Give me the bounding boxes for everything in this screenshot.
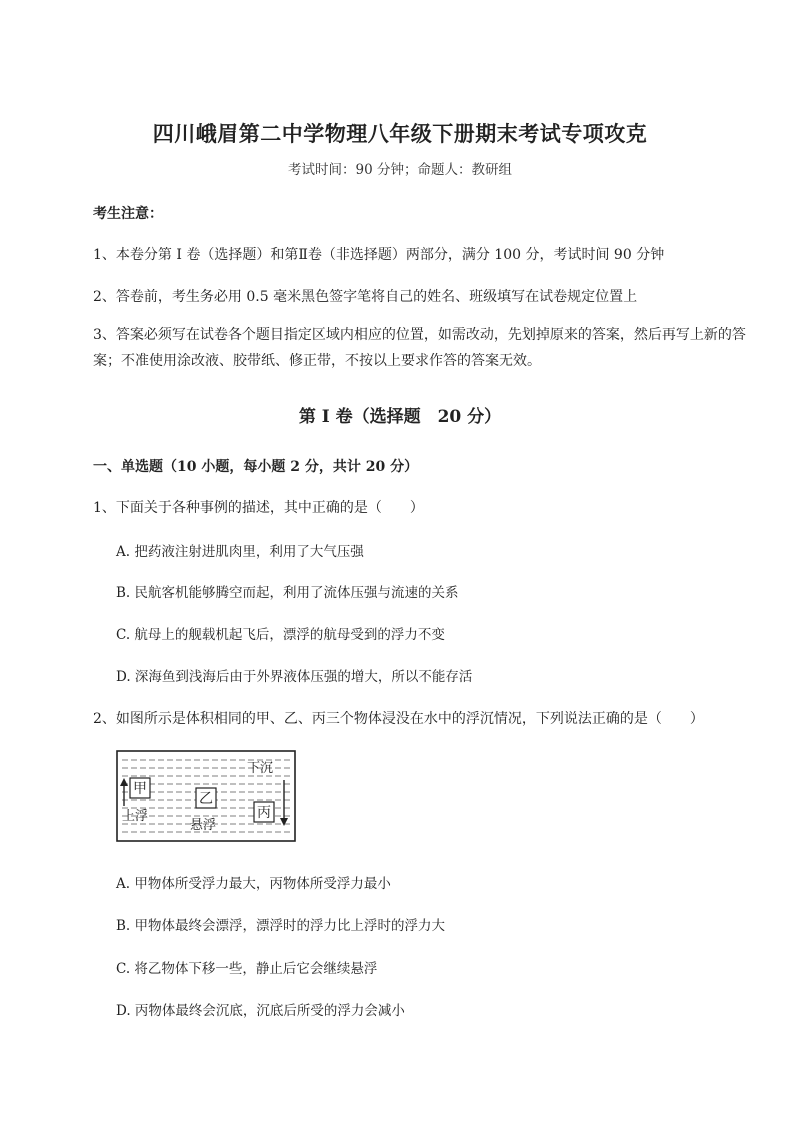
notice-item-3: 3、答案必须写在试卷各个题目指定区域内相应的位置，如需改动，先划掉原来的答案，然后再写上新的答案；不准使用涂改液、胶带纸、修正带，不按以上要求作答的答案无效。 [93,327,746,369]
label-down: 下沉 [247,761,274,776]
question-1-stem: 1、下面关于各种事例的描述，其中正确的是（ ） [93,500,424,516]
notice-heading: 考生注意： [93,206,163,222]
part-heading: 一、单选题（10 小题，每小题 2 分，共计 20 分） [93,459,419,475]
label-suspend: 悬浮 [190,818,217,833]
label-yi: 乙 [199,791,213,807]
label-up: 上浮 [122,809,149,824]
label-jia: 甲 [133,781,147,797]
question-2-stem: 2、如图所示是体积相同的甲、乙、丙三个物体浸没在水中的浮沉情况，下列说法正确的是（ ） [93,711,704,727]
question-1-option-d[interactable]: D. 深海鱼到浅海后由于外界液体压强的增大，所以不能存活 [116,669,473,685]
question-2-option-c[interactable]: C. 将乙物体下移一些，静止后它会继续悬浮 [116,961,378,977]
exam-subtitle: 考试时间：90 分钟；命题人：教研组 [288,162,512,178]
buoyancy-figure [116,750,296,842]
label-bing: 丙 [257,805,271,821]
notice-item-1: 1、本卷分第 I 卷（选择题）和第Ⅱ卷（非选择题）两部分，满分 100 分，考试时间 90 分钟 [93,247,665,263]
question-1-option-b[interactable]: B. 民航客机能够腾空而起，利用了流体压强与流速的关系 [116,585,459,601]
question-1-option-a[interactable]: A. 把药液注射进肌肉里，利用了大气压强 [116,544,364,560]
question-2-option-a[interactable]: A. 甲物体所受浮力最大，丙物体所受浮力最小 [116,876,391,892]
question-2-option-d[interactable]: D. 丙物体最终会沉底，沉底后所受的浮力会减小 [116,1003,405,1019]
question-1-option-c[interactable]: C. 航母上的舰载机起飞后，漂浮的航母受到的浮力不变 [116,627,445,643]
question-2-option-b[interactable]: B. 甲物体最终会漂浮，漂浮时的浮力比上浮时的浮力大 [116,918,446,934]
notice-item-2: 2、答卷前，考生务必用 0.5 毫米黑色签字笔将自己的姓名、班级填写在试卷规定位置上 [93,289,638,305]
section-title: 第 I 卷（选择题 20 分） [298,407,502,427]
exam-title: 四川峨眉第二中学物理八年级下册期末考试专项攻克 [152,121,648,146]
